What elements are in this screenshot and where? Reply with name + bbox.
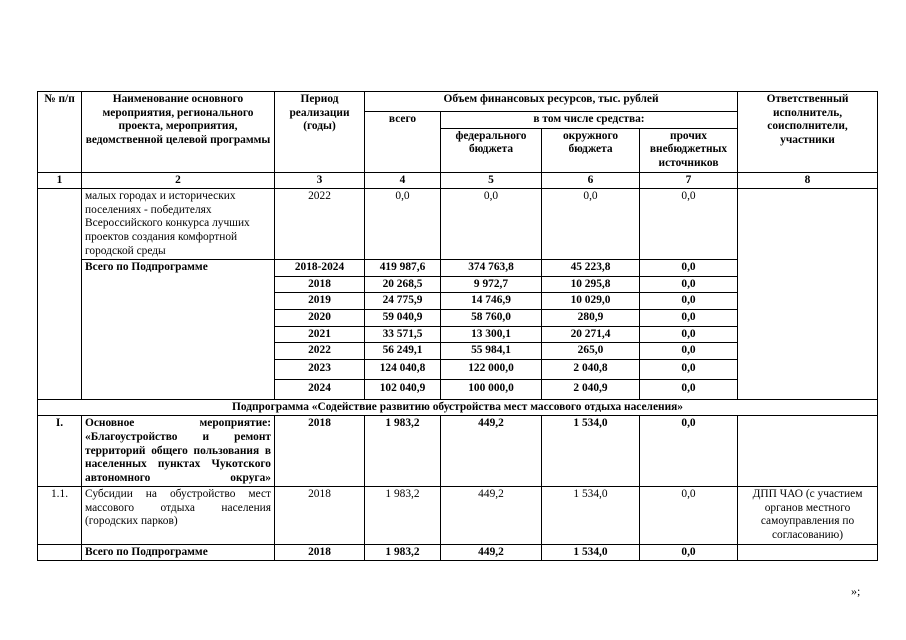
header-name: Наименование основного мероприятия, регионального проекта, мероприятия, ведомственной целевой программы bbox=[82, 92, 275, 173]
subtotal-district: 10 029,0 bbox=[542, 293, 640, 310]
main-event-other: 0,0 bbox=[640, 416, 738, 487]
subtotal-federal: 14 746,9 bbox=[441, 293, 542, 310]
header-other: прочих внебюджетных источников bbox=[640, 128, 738, 172]
sub-event-other: 0,0 bbox=[640, 487, 738, 544]
subtotal-federal: 374 763,8 bbox=[441, 260, 542, 277]
subtotal2-other: 0,0 bbox=[640, 544, 738, 561]
subtotal-federal: 100 000,0 bbox=[441, 379, 542, 399]
subtotal-district: 45 223,8 bbox=[542, 260, 640, 277]
header-total: всего bbox=[365, 112, 441, 173]
col-number: 1 bbox=[38, 172, 82, 189]
main-event-name: Основное мероприятие: «Благоустройство и ремонт территорий общего пользования в населенных пунктах Чукотского автономного округа» bbox=[82, 416, 275, 487]
header-incl: в том числе средства: bbox=[441, 112, 738, 129]
sub-event-district: 1 534,0 bbox=[542, 487, 640, 544]
subtotal-total: 124 040,8 bbox=[365, 359, 441, 379]
subtotal-federal: 122 000,0 bbox=[441, 359, 542, 379]
subtotal-district: 265,0 bbox=[542, 343, 640, 360]
subtotal-district: 2 040,9 bbox=[542, 379, 640, 399]
subtotal-period: 2024 bbox=[275, 379, 365, 399]
subtotal-district: 2 040,8 bbox=[542, 359, 640, 379]
subtotal-other: 0,0 bbox=[640, 359, 738, 379]
subtotal-period: 2018-2024 bbox=[275, 260, 365, 277]
subtotal-period: 2019 bbox=[275, 293, 365, 310]
subtotal-total: 56 249,1 bbox=[365, 343, 441, 360]
sub-event-total: 1 983,2 bbox=[365, 487, 441, 544]
subtotal1-label: Всего по Подпрограмме bbox=[82, 260, 275, 400]
subprogram-title: Подпрограмма «Содействие развитию обустройства мест массового отдыха населения» bbox=[38, 399, 878, 416]
header-period: Период реализации (годы) bbox=[275, 92, 365, 173]
subtotal-federal: 9 972,7 bbox=[441, 276, 542, 293]
cell-responsible-empty bbox=[738, 544, 878, 561]
header-district: окружного бюджета bbox=[542, 128, 640, 172]
subtotal-period: 2021 bbox=[275, 326, 365, 343]
main-event-district: 1 534,0 bbox=[542, 416, 640, 487]
sub-event-federal: 449,2 bbox=[441, 487, 542, 544]
subtotal-period: 2023 bbox=[275, 359, 365, 379]
subtotal-other: 0,0 bbox=[640, 260, 738, 277]
header-num: № п/п bbox=[38, 92, 82, 173]
subtotal-other: 0,0 bbox=[640, 293, 738, 310]
subtotal-total: 20 268,5 bbox=[365, 276, 441, 293]
subtotal2-federal: 449,2 bbox=[441, 544, 542, 561]
main-event-total: 1 983,2 bbox=[365, 416, 441, 487]
subtotal-other: 0,0 bbox=[640, 326, 738, 343]
subtotal-district: 280,9 bbox=[542, 309, 640, 326]
table-row bbox=[38, 487, 878, 544]
main-event-federal: 449,2 bbox=[441, 416, 542, 487]
subtotal-total: 59 040,9 bbox=[365, 309, 441, 326]
cont-name: малых городах и исторических поселениях - победителях Всероссийского конкурса лучших проектов создания комфортной городской среды bbox=[82, 189, 275, 260]
subtotal-district: 20 271,4 bbox=[542, 326, 640, 343]
col-number: 6 bbox=[542, 172, 640, 189]
cell-responsible-empty bbox=[738, 189, 878, 400]
col-number: 2 bbox=[82, 172, 275, 189]
subtotal-other: 0,0 bbox=[640, 276, 738, 293]
sub-event-period: 2018 bbox=[275, 487, 365, 544]
cont-federal: 0,0 bbox=[441, 189, 542, 260]
cont-period: 2022 bbox=[275, 189, 365, 260]
subtotal2-total: 1 983,2 bbox=[365, 544, 441, 561]
subtotal-federal: 58 760,0 bbox=[441, 309, 542, 326]
subtotal-period: 2022 bbox=[275, 343, 365, 360]
header-responsible: Ответственный исполнитель, соисполнители, участники bbox=[738, 92, 878, 173]
subtotal-total: 24 775,9 bbox=[365, 293, 441, 310]
col-number: 4 bbox=[365, 172, 441, 189]
subtotal-other: 0,0 bbox=[640, 309, 738, 326]
subtotal-other: 0,0 bbox=[640, 379, 738, 399]
col-number: 5 bbox=[441, 172, 542, 189]
main-event-num: I. bbox=[38, 416, 82, 487]
sub-event-num: 1.1. bbox=[38, 487, 82, 544]
cell-num-empty bbox=[38, 544, 82, 561]
subtotal2-label: Всего по Подпрограмме bbox=[82, 544, 275, 561]
subtotal-total: 419 987,6 bbox=[365, 260, 441, 277]
table-row bbox=[38, 416, 878, 487]
cell-num-empty bbox=[38, 189, 82, 400]
main-event-responsible bbox=[738, 416, 878, 487]
sub-event-name: Субсидии на обустройство мест массового отдыха населения (городских парков) bbox=[82, 487, 275, 544]
subtotal-period: 2018 bbox=[275, 276, 365, 293]
col-number: 7 bbox=[640, 172, 738, 189]
subtotal-other: 0,0 bbox=[640, 343, 738, 360]
subtotal-federal: 13 300,1 bbox=[441, 326, 542, 343]
main-event-period: 2018 bbox=[275, 416, 365, 487]
cont-district: 0,0 bbox=[542, 189, 640, 260]
cont-other: 0,0 bbox=[640, 189, 738, 260]
cont-total: 0,0 bbox=[365, 189, 441, 260]
subtotal-total: 102 040,9 bbox=[365, 379, 441, 399]
subtotal2-period: 2018 bbox=[275, 544, 365, 561]
subtotal2-district: 1 534,0 bbox=[542, 544, 640, 561]
sub-event-responsible: ДПП ЧАО (с участием органов местного самоуправления по согласованию) bbox=[738, 487, 878, 544]
financing-table bbox=[37, 91, 878, 561]
subtotal-total: 33 571,5 bbox=[365, 326, 441, 343]
subtotal-federal: 55 984,1 bbox=[441, 343, 542, 360]
table-row bbox=[38, 544, 878, 561]
table-row bbox=[38, 399, 878, 416]
header-volume: Объем финансовых ресурсов, тыс. рублей bbox=[365, 92, 738, 112]
closing-quote: »; bbox=[851, 584, 861, 598]
table-row bbox=[38, 189, 878, 260]
col-number: 8 bbox=[738, 172, 878, 189]
col-number: 3 bbox=[275, 172, 365, 189]
header-federal: федерального бюджета bbox=[441, 128, 542, 172]
subtotal-period: 2020 bbox=[275, 309, 365, 326]
subtotal-district: 10 295,8 bbox=[542, 276, 640, 293]
column-numbers-row bbox=[38, 172, 878, 189]
